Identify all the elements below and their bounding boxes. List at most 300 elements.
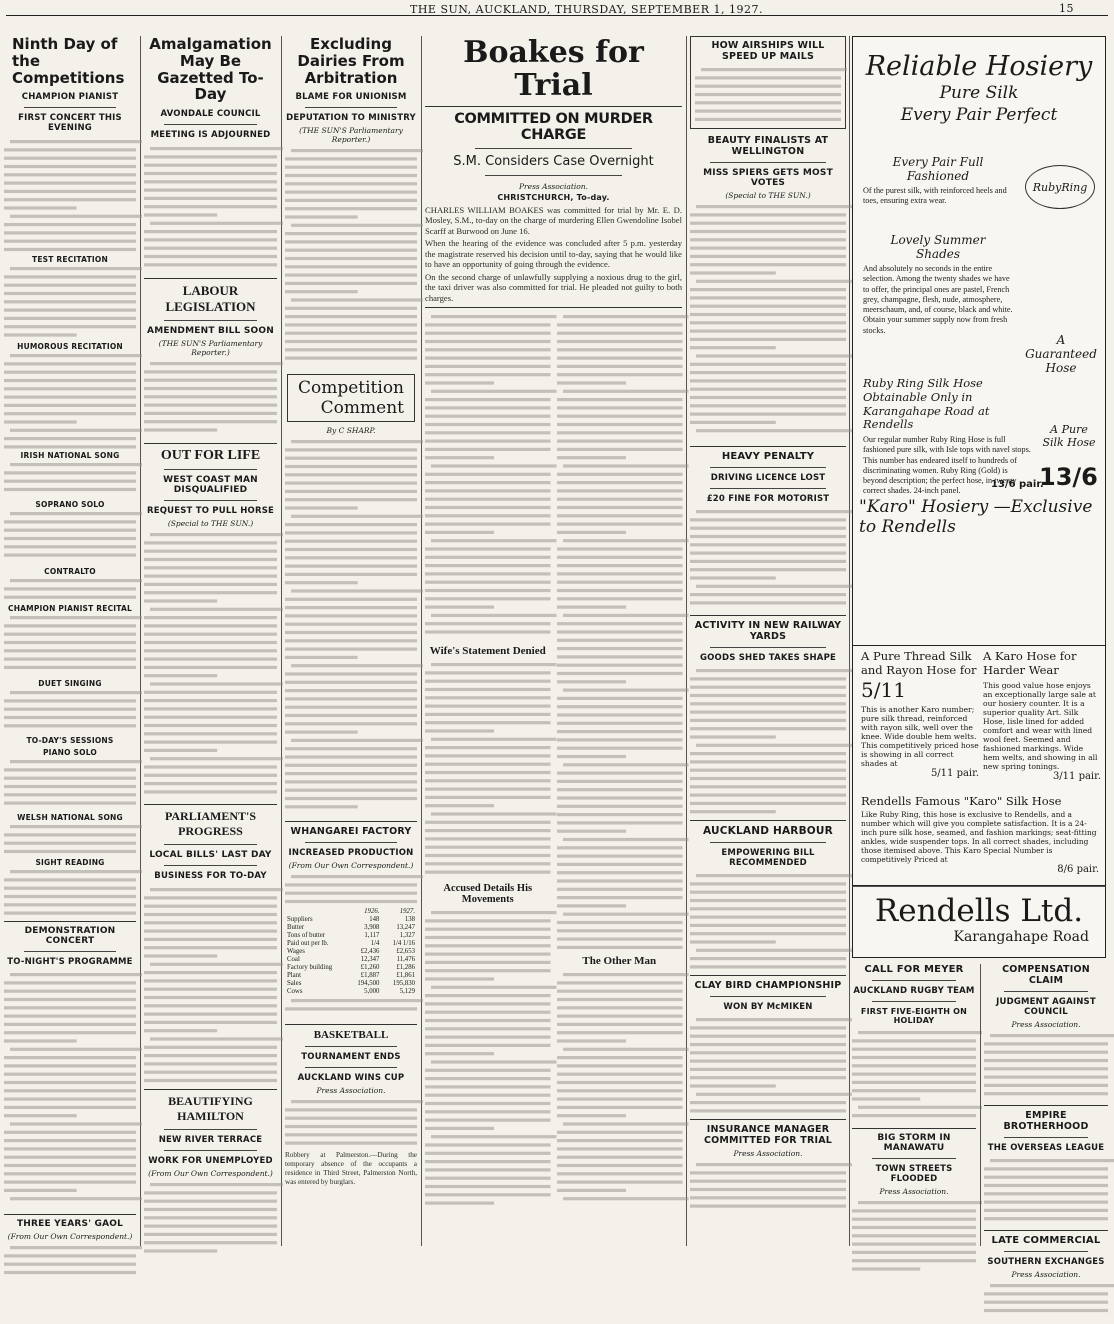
text-line [557,921,683,924]
text-line [10,616,142,619]
ad-summer-shades [863,233,1013,336]
text-line [557,523,683,526]
text-line [144,930,277,933]
text-line [557,1073,683,1076]
text-line [144,624,277,627]
text-line [690,891,846,894]
press-credit: (Special to THE SUN.) [167,519,254,529]
text-line [144,1062,277,1065]
table-row [287,940,415,948]
text-line [690,735,776,738]
text-line [4,1255,136,1258]
text-line [4,700,136,703]
article-body [4,613,136,679]
ad-title: Reliable Hosiery [865,51,1093,82]
ad-line-pure-silk: Pure Silk [939,83,1019,103]
text-line [4,912,136,915]
text-line [425,804,494,807]
text-line [4,1090,136,1093]
text-line [285,706,417,709]
text-line [285,623,417,626]
text-line [4,1164,136,1167]
text-line [10,512,142,515]
text-line [10,354,142,357]
section-piano: PIANO SOLO [42,748,98,758]
text-line [285,747,417,750]
text-line [425,1102,551,1105]
text-line [425,622,551,625]
text-line [285,540,417,543]
article-body [425,312,551,642]
press-credit: (From Our Own Correspondent.) [7,1232,133,1242]
text-line [4,480,136,483]
text-lines [4,351,136,451]
text-line [696,280,852,283]
text-line [563,465,689,468]
text-line [557,639,683,642]
text-line [984,1076,1108,1079]
table-value-cell: 13,247 [396,924,416,932]
text-line [144,1250,217,1253]
text-line [557,1031,683,1034]
sub-first-concert: FIRST CONCERT THIS EVENING [18,113,122,134]
text-line [285,199,417,202]
text-line [285,1008,417,1011]
text-line [425,1177,551,1180]
text-line [690,702,846,705]
text-lines [285,437,417,817]
text-line [4,325,136,328]
section-duet: DUET SINGING [38,679,102,689]
text-line [557,589,683,592]
text-line [144,749,217,752]
ad-karo-head: "Karo" Hosiery —Exclusive to Rendells [859,497,1093,538]
text-line [144,616,277,619]
text-line [557,830,626,833]
text-line [696,585,852,588]
article-body [557,312,683,952]
text-line [425,961,551,964]
text-line [690,769,846,772]
text-line [425,490,551,493]
text-line [4,1098,136,1101]
column-rule [421,36,422,1246]
text-line [285,631,417,634]
competition-comment-box [287,374,415,422]
table-value-cell: 1,117 [364,932,380,940]
text-line [557,1189,626,1192]
ad-guaranteed: A Guaranteed Hose [1025,333,1097,375]
text-line [557,606,626,609]
text-line [557,1114,626,1117]
text-line [557,1007,683,1010]
text-line [144,716,277,719]
table-label-cell: Plant [287,972,301,980]
ad-ruby-head: Ruby Ring Silk Hose Obtainable Only in Karangahape Road at Rendells [863,376,990,432]
section-irish: IRISH NATIONAL SONG [20,451,120,461]
headline-meyer: CALL FOR MEYER [864,964,964,975]
text-line [4,232,136,235]
text-line [425,1036,551,1039]
text-line [425,1202,494,1205]
article-body [4,351,136,451]
column-rule [281,36,282,1246]
text-line [431,738,557,741]
text-line [4,1031,136,1034]
divider [872,1158,956,1159]
text-line [4,1106,136,1109]
text-line [984,1176,1108,1179]
press-credit: (Special to THE SUN.) [725,191,811,200]
press-credit: Press Association. [1011,1020,1081,1029]
text-line [690,576,776,579]
text-line [852,1064,976,1067]
text-line [557,382,626,385]
sub-production: INCREASED PRODUCTION [288,848,414,859]
text-lines [690,666,846,816]
text-line [10,870,142,873]
article-body [695,65,841,125]
text-line [150,608,283,611]
text-line [4,149,136,152]
sub-avondale: AVONDALE COUNCIL [160,109,261,120]
text-line [4,537,136,540]
text-line [984,1092,1108,1095]
text-line [563,689,689,692]
article-body [4,970,136,1210]
divider [164,1150,257,1151]
text-line [852,1218,976,1221]
divider [872,980,956,981]
text-line [852,1209,976,1212]
sub-exchanges: SOUTHERN EXCHANGES [987,1257,1105,1267]
text-line [285,606,417,609]
headline-gaol: THREE YEARS' GAOL [16,1219,124,1230]
text-line [285,307,417,310]
text-line [557,747,683,750]
table-value-cell: 194,500 [357,980,380,988]
text-line [144,649,277,652]
text-line [4,284,136,287]
text-line [431,390,557,393]
text-line [563,1123,689,1126]
text-line [425,978,494,981]
table-label-cell: Cows [287,988,303,996]
text-lines [984,1031,1108,1101]
text-line [557,714,683,717]
text-line [557,946,683,949]
text-line [144,1071,277,1074]
text-line [285,158,417,161]
text-line [4,404,136,407]
text-line [4,421,77,424]
text-line [696,744,852,747]
text-line [557,324,683,327]
text-line [285,548,417,551]
text-line [285,772,417,775]
text-line [425,531,494,534]
boakes-body [425,312,682,1212]
divider [144,443,277,444]
ad-ff-text: Of the purest silk, with reinforced heels and toes, ensuring extra wear. [863,186,1007,206]
text-line [4,363,136,366]
price-famous-small: 8/6 pair. [1057,864,1099,875]
divider [24,107,116,108]
boakes-body-right [557,312,683,1212]
column-competitions [4,36,136,1246]
text-line [425,928,551,931]
text-line [425,1127,494,1130]
text-line [144,591,277,594]
text-line [285,764,417,767]
article-body [285,872,417,908]
text-line [984,1184,1108,1187]
text-line [4,1263,136,1266]
table-row [287,924,415,932]
text-line [557,398,683,401]
divider [1004,1137,1088,1138]
text-line [285,449,417,452]
text-line [285,1117,417,1120]
text-line [144,1029,217,1032]
column-sewer [690,1000,846,1246]
text-line [144,1225,277,1228]
press-credit: Press Association. [1011,1270,1081,1279]
article-body [144,530,277,800]
table-value-cell: 12,347 [360,956,380,964]
text-line [690,396,846,399]
text-line [695,76,841,79]
sub-local-bills: LOCAL BILLS' LAST DAY [149,850,272,861]
text-line [285,723,417,726]
text-line [690,785,846,788]
text-line [285,781,417,784]
divider [164,469,257,470]
text-line [150,683,283,686]
text-line [852,1251,976,1254]
text-line [425,440,551,443]
text-line [4,207,77,210]
text-line [4,371,136,374]
text-line [690,899,846,902]
column-dairies [285,36,417,1246]
text-line [144,1241,277,1244]
text-line [144,633,277,636]
text-line [984,1217,1108,1220]
text-line [690,271,776,274]
text-line [425,1052,494,1055]
text-line [425,1086,551,1089]
text-line [690,924,846,927]
text-line [4,666,136,669]
text-line [431,539,557,542]
table-row [287,988,415,996]
table-value-cell: £1,260 [360,964,380,972]
text-line [690,727,846,730]
article-body [285,1097,417,1151]
text-line [4,1189,77,1192]
sub-licence: DRIVING LICENCE LOST [710,473,826,483]
brand-address: Karangahape Road [953,929,1089,945]
text-line [285,490,417,493]
text-line [852,1267,920,1270]
text-line [144,155,277,158]
text-line [425,1011,551,1014]
text-line [557,998,683,1001]
headline-insurance: INSURANCE MANAGER COMMITTED FOR TRIAL [703,1124,833,1146]
article-body [144,359,277,439]
text-line [425,1194,551,1197]
text-line [144,1021,277,1024]
text-line [984,1042,1108,1045]
divider [425,106,682,107]
text-line [690,568,846,571]
text-line [144,1046,277,1049]
headline-competitions: Ninth Day of the Competitions [12,35,125,87]
text-line [4,292,136,295]
headline-beautifying: BEAUTIFYING HAMILTON [168,1094,253,1124]
text-line [425,788,551,791]
text-line [690,752,846,755]
text-line [4,388,136,391]
text-line [690,777,846,780]
sub-adjourned: MEETING IS ADJOURNED [150,130,271,141]
text-line [557,340,683,343]
text-line [144,412,277,415]
text-lines [557,970,683,1210]
text-line [690,346,776,349]
text-line [144,230,277,233]
sub-fine: £20 FINE FOR MOTORIST [706,494,830,504]
text-line [557,1164,683,1167]
boakes-body-left [425,312,551,1212]
text-line [4,396,136,399]
text-line [557,805,683,808]
sub-unemployed: WORK FOR UNEMPLOYED [148,1156,273,1167]
article-body [557,970,683,1210]
article-body [4,867,136,917]
text-line [285,615,417,618]
text-line [4,157,136,160]
text-line [425,680,551,683]
deck-murder-charge: COMMITTED ON MURDER CHARGE [454,111,653,143]
text-line [285,1142,417,1145]
text-line [425,506,551,509]
sub-champion-pianist: CHAMPION PIANIST [21,92,119,103]
text-line [425,994,551,997]
text-line [690,916,846,919]
text-line [144,938,277,941]
text-line [4,1081,136,1084]
sub-spiers: MISS SPIERS GETS MOST VOTES [703,168,833,188]
text-line [425,1169,551,1172]
divider [710,996,826,997]
text-line [4,529,136,532]
article-body [285,996,417,1020]
sub-amendment: AMENDMENT BILL SOON [147,326,274,337]
text-line [695,85,841,88]
text-line [4,1023,136,1026]
headline-out-for-life: OUT FOR LIFE [160,448,261,464]
article-body [984,1281,1108,1321]
text-line [4,982,136,985]
text-line [557,1023,683,1026]
text-line [10,825,142,828]
text-line [144,732,277,735]
text-line [425,1119,551,1122]
text-line [285,689,417,692]
text-line [425,920,551,923]
text-line [144,263,277,266]
text-line [425,1152,551,1155]
text-line [690,794,846,797]
text-line [431,614,557,617]
text-line [144,955,217,958]
text-lines [4,613,136,679]
text-line [557,722,683,725]
text-line [4,1056,136,1059]
sub-unionism: BLAME FOR UNIONISM [295,92,407,103]
press-credit: Press Association. [519,182,588,191]
text-lines [4,509,136,567]
text-line [425,688,551,691]
article-body [144,144,277,274]
comp-title-1: Competition [297,378,405,399]
text-line [852,1234,976,1237]
text-line [425,771,551,774]
text-line [144,782,277,785]
text-line [285,232,417,235]
text-line [431,813,557,816]
text-line [285,681,417,684]
text-line [557,739,683,742]
text-line [285,266,417,269]
text-line [690,957,846,960]
text-lines [144,144,277,274]
text-lines [4,867,136,917]
ad-harder-head: A Karo Hose for Harder Wear [983,649,1077,677]
divider [710,488,826,489]
text-line [984,1292,1108,1295]
text-lines [144,885,277,1085]
text-line [4,842,136,845]
text-line [144,774,277,777]
column-rule [849,36,850,1246]
table-label-cell: Wages [287,948,305,956]
text-line [425,1019,551,1022]
text-line [4,887,136,890]
text-line [425,1028,551,1031]
headline-parliament: PARLIAMENT'S PROGRESS [164,809,257,839]
text-line [144,1054,277,1057]
text-line [425,705,551,708]
text-line [4,879,136,882]
text-line [690,288,846,291]
text-line [425,1144,551,1147]
sub-mcmiken: WON BY McMIKEN [723,1002,813,1012]
text-line [425,349,551,352]
text-line [144,996,277,999]
text-line [852,1039,976,1042]
text-line [4,596,136,599]
press-credit: Press Association. [316,1086,386,1096]
text-line [557,797,683,800]
headline-empire: EMPIRE BROTHERHOOD [1003,1110,1089,1132]
divider [164,124,257,125]
text-line [144,370,277,373]
text-line [690,882,846,885]
text-line [557,656,683,659]
